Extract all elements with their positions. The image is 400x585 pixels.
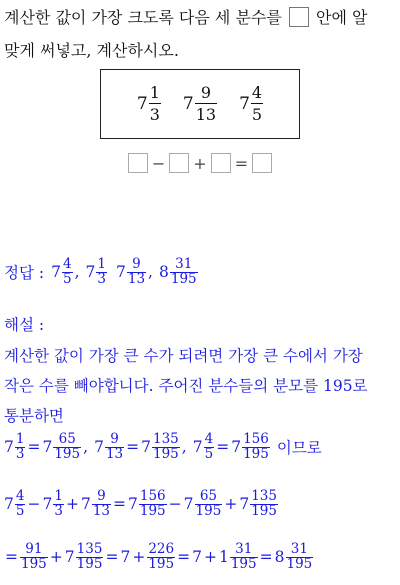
conv-1-b: 7 $\frac{65}{195}$ — [42, 431, 81, 462]
question-text-part1: 계산한 값이 가장 크도록 다음 세 분수를 — [4, 8, 282, 27]
imuro-text: 이므로 — [276, 439, 322, 457]
conv-3-a: 7 $\frac{4}{5}$ — [192, 431, 214, 462]
conv-2-b: 7 $\frac{135}{195}$ — [141, 431, 179, 462]
question-line-1 — [4, 7, 367, 28]
s2-f3: $\frac{226}{195}$ — [148, 541, 175, 572]
explanation-label: 해설 : — [4, 316, 45, 334]
calc-step-1: 7 $\frac{4}{5}$ − 7 $\frac{1}{3}$ + 7 $\frac{9}{13}$ = 7 $\frac{156}{195}$ − 7 $\frac{65}{195}$ + 7 $\frac{135}{195}$ — [4, 488, 277, 519]
answer-box-example — [289, 7, 309, 27]
s1-t6: 7 $\frac{135}{195}$ — [239, 488, 277, 519]
minus-sign: − — [151, 153, 166, 173]
s1-t2: 7 $\frac{1}{3}$ — [42, 488, 63, 519]
s2-f1: $\frac{91}{195}$ — [21, 541, 47, 572]
plus-sign: + — [193, 153, 207, 173]
answer-value-4: 8 $\frac{31}{195}$ — [158, 256, 197, 287]
mixed-fraction-3: 7 $\frac{4}{5}$ — [239, 83, 263, 124]
s2-f2: 7 $\frac{135}{195}$ — [64, 541, 103, 572]
s2-t1: 7 — [120, 548, 131, 566]
blank-input-4[interactable] — [252, 153, 272, 173]
conv-2-a: 7 $\frac{9}{13}$ — [94, 431, 124, 462]
answer-line: 정답 : 7 $\frac{4}{5}$ , 7 $\frac{1}{3}$ 7 $\frac{9}{13}$ , 8 $\frac{31}{195}$ — [4, 256, 197, 287]
question-text-part2: 안에 알 — [316, 8, 368, 27]
conv-1-a: 7 $\frac{1}{3}$ — [4, 431, 25, 462]
s2-f4: 1 $\frac{31}{195}$ — [218, 541, 257, 572]
blank-input-2[interactable] — [169, 153, 189, 173]
answer-label: 정답 : — [4, 264, 45, 282]
s2-t2: 7 — [192, 548, 202, 566]
calc-step-2: = $\frac{91}{195}$ + 7 $\frac{135}{195}$ = 7 + $\frac{226}{195}$ = 7 + 1 $\frac{31}{195}$ = 8 $\frac{31}{195}$ — [5, 541, 313, 572]
explanation-line-1: 계산한 값이 가장 큰 수가 되려면 가장 큰 수에서 가장 — [4, 347, 363, 365]
question-line-2: 맞게 써넣고, 계산하시오. — [4, 41, 179, 60]
blank-expression — [0, 153, 400, 173]
answer-value-2: 7 $\frac{1}{3}$ — [85, 256, 106, 287]
answer-value-3: 7 $\frac{9}{13}$ — [115, 256, 146, 287]
explanation-line-3: 통분하면 — [4, 407, 64, 425]
s1-t3: 7 $\frac{9}{13}$ — [80, 488, 110, 519]
equals-sign: = — [234, 153, 249, 173]
s1-t4: 7 $\frac{156}{195}$ — [128, 488, 166, 519]
s1-t5: 7 $\frac{65}{195}$ — [183, 488, 222, 519]
answer-value-1: 7 $\frac{4}{5}$ — [51, 256, 72, 287]
blank-input-1[interactable] — [128, 153, 148, 173]
mixed-fraction-2: 7 $\frac{9}{13}$ — [182, 83, 217, 124]
blank-input-3[interactable] — [211, 153, 231, 173]
conversion-line: 7 $\frac{1}{3}$ = 7 $\frac{65}{195}$ , 7 $\frac{9}{13}$ = 7 $\frac{135}{195}$ , 7 $\frac{4}{5}$ = 7 $\frac{156}{195}$ 이므로 — [4, 431, 322, 462]
conv-3-b: 7 $\frac{156}{195}$ — [231, 431, 269, 462]
mixed-fraction-1: 7 $\frac{1}{3}$ — [136, 83, 160, 124]
s2-f5: 8 $\frac{31}{195}$ — [274, 541, 313, 572]
s1-t1: 7 $\frac{4}{5}$ — [4, 488, 25, 519]
explanation-line-2: 작은 수를 빼야합니다. 주어진 분수들의 분모를 195로 — [4, 377, 368, 395]
fraction-box — [100, 69, 300, 139]
